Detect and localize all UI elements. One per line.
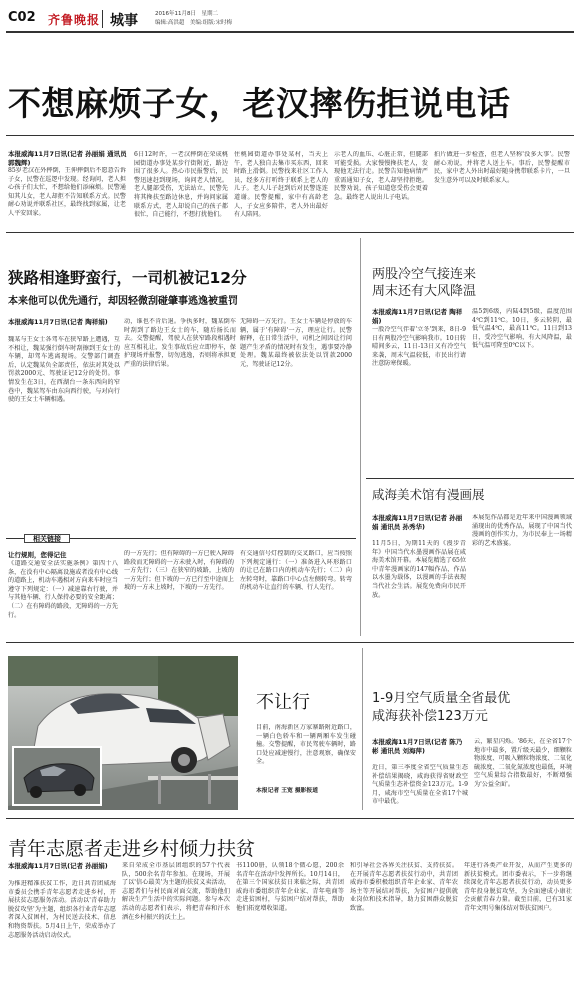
related-col-1: 《道路交通安全法实施条例》第四十八条，在没有中心隔离设施或者没有中心线的道路上，机动车遇相对方向来车时应当遵守下列规定：（一）减速靠右行驶，并与其他车辆、行人保持必要的安全距离；（二）在有障碍的路段，无障碍的一方先行。 xyxy=(8,560,118,619)
page-code: C02 xyxy=(8,10,36,25)
column-divider xyxy=(360,238,361,636)
column-divider-2 xyxy=(362,648,363,810)
article6-col-2: 来自荣成全市基层团组织的57个代表队，500余名青年参加。在现场，开展了以'信心最美'为主题的扶贫义卖活动，志愿者们与村民面对面交流，帮助他们解决生产生活中的实际问题。参与本次活动的志愿者们表示，将把青春和汗水洒在乡村振兴的沃土上。 xyxy=(122,862,230,921)
header-separator xyxy=(102,10,103,28)
lead-col-4: 示老人的血压、心脏正常，但腿部可能受损。大家慢慢搀扶老人，发现他无法行走。民警告知他病情严重需通知子女，老人却坚持拒绝。民警劝说，孩子知道您受伤会更着急。最终老人说出儿子电话。 xyxy=(334,151,428,201)
lead-col-5: 拍片做进一步检查，但老人坚称'没多大事'。民警耐心劝说，并将老人送上车。事后，民警提醒市民，家中老人外出时最好随身携带联系卡片，一旦发生意外可以及时联系家人。 xyxy=(434,151,570,184)
article4-col-2: 本展览作品都是近年来中国漫画领域涌现出的优秀作品，展现了中国当代漫画的创作实力，为市民奉上一场精彩的艺术盛宴。 xyxy=(472,514,572,547)
article2-col-3: 无障碍一方先行。王女士车辆是停放的车辆，属于'有障碍'一方，理应让行。民警解释，在日常生活中，司机之间因让行问题产生矛盾的情况时有发生，遇事要冷静处理。魏某最终被依法处以罚款2000元，驾驶证记12分。 xyxy=(240,318,352,368)
inset-photo xyxy=(12,746,102,806)
related-tag: 相关链接 xyxy=(33,534,61,543)
related-tag-box xyxy=(24,534,70,543)
header-rule xyxy=(6,31,574,33)
article5-headline-2: 咸海获补偿123万元 xyxy=(372,709,488,724)
date-line: 2016年11月8日 星期二 xyxy=(155,11,218,17)
lower-rule xyxy=(6,818,574,819)
lead-col-1: 85岁老汉在外摔倒，王伸摔倒后不愿意告诉子女，民警在巡逻中发现。经询问，老人担心孩子们太忙，不想给他们添麻烦。民警通知其儿女，老人却拒不告知联系方式。民警耐心劝说并联系社区，最终找到家属，让老人平安回家。 xyxy=(8,167,126,217)
photo-story-credit: 本报记者 王宽 摄影报道 xyxy=(256,788,319,794)
article2-subheadline: 本来他可以优先通行，却因轻微刮碰肇事逃逸被重罚 xyxy=(8,296,238,307)
editor-line: 编辑:高洪超 美编:组版:宋时梅 xyxy=(155,20,233,26)
photo-story-headline: 不让行 xyxy=(256,692,310,713)
mid-rule xyxy=(6,642,574,643)
article2-byline: 本报威海11月7日讯(记者 陶祥娟) xyxy=(8,318,108,326)
related-subheadline: 让行规则，您得记住 xyxy=(8,551,67,559)
lead-headline: 不想麻烦子女，老汉摔伤拒说电话 xyxy=(8,84,511,123)
article6-headline: 青年志愿者走进乡村倾力扶贫 xyxy=(8,838,256,860)
article6-col-3: 书1100册，认领18个微心愿，200余名青年在活动中发挥所长。10月14日，在第三个国家扶贫日来临之际，共青团威海市委组织青年企业家、青年电商等走进贫困村，与贫困户结对帮扶，帮助他们拓宽增收渠道。 xyxy=(236,862,344,912)
lead-byline: 本报威海11月7日讯(记者 孙丽娟 通讯员 郭魏辉) xyxy=(8,150,127,167)
article4-col-1: 11月5日，为期11天的《漫步青年》中国当代水墨漫画作品展在咸海美术馆开幕。本展览精选了65位中青年漫画家的147幅作品，作品以水墨为载体，以漫画的手法表现当代社会生活。展览免费向市民开放。 xyxy=(372,540,466,599)
article6-col-4: 和引导社会各界关注扶贫、支持扶贫。在开展青年志愿者扶贫行动中，共青团威海市委积极组织青年企业家、青年农场主等开展结对帮扶，为贫困户提供就业岗位和技术指导，助力贫困群众脱贫致富。 xyxy=(350,862,458,912)
lead-rule xyxy=(6,135,574,136)
photo-story-caption: 目前，南海新区万家寨路附近路口，一辆白色轿车和一辆两厢车发生碰撞。交警提醒，市民驾驶车辆时，路口处应减速慢行，注意观察，确保安全。 xyxy=(256,724,356,766)
lead-bottom-rule xyxy=(6,232,574,233)
newspaper-logo: 齐鲁晚报 xyxy=(48,13,101,27)
section-name: 城事 xyxy=(110,13,138,29)
article6-byline: 本报威海11月7日讯(记者 孙丽娟) xyxy=(8,862,108,870)
article5-byline: 本报威海11月7日讯(记者 陈乃彬 通讯员 刘海萍) xyxy=(372,738,463,755)
article3-byline: 本报威海11月7日讯(记者 陶祥娟) xyxy=(372,308,463,325)
article3-col-1: 一股冷空气伴着'立冬'到来，8日-9日有两股冷空气影响我市。10日转晴间多云，11日-13日又有冷空气来袭，周末气温较低，市民出行请注意防寒保暖。 xyxy=(372,326,466,368)
article2-headline: 狭路相逢野蛮行，一司机被记12分 xyxy=(8,269,247,287)
article2-col-1: 魏某与王女士各驾车在狭窄路上遭遇，互不相让，魏某强行倒车时刮擦到王女士的车辆，却驾车逃离现场。交警部门调查后，认定魏某负全部责任，依法对其处以罚款2000元、驾驶证记12分的处罚。事情发生在3日，在西湖台一条东西向的窄巷中，魏某驾车由东向西行驶，与对向行驶的王女士车辆相遇。 xyxy=(8,336,120,404)
lead-col-2: 6日12时许，一老汉摔倒在荣成桃园街道办事处某步行街附近，路边围了很多人。热心市民报警后，民警迅速赶到现场，询问老人情况。老人腿部受伤，无法站立，民警先将其搀扶至路边休息，并询问家属联系方式，老人却说自己的孩子都很忙，自己能行，不想打扰他们。 xyxy=(134,151,228,219)
article3-headline-1: 两股冷空气接连来 xyxy=(372,267,477,282)
inset-photo-illustration xyxy=(14,748,100,804)
article6-col-5: 年进行各类产业开发，从而产生更多的新扶贫模式。团市委表示，下一步将继续深化青年志愿者扶贫行动，动员更多青年投身脱贫攻坚，为全面建成小康社会贡献青春力量。截至目前，已有31家青年文明号集体结对帮扶贫困户。 xyxy=(464,862,572,912)
article5-col-1: 近日，第三季度全省空气质量生态补偿结果揭晓，咸海获得省财政空气质量生态补偿资金123万元。1-9月，咸海市空气质量在全省17个城市中最优。 xyxy=(372,764,468,806)
article5-headline-1: 1-9月空气质量全省最优 xyxy=(372,691,511,706)
article4-headline: 咸海美术馆有漫画展 xyxy=(372,487,485,502)
article3-headline-2: 周末还有大风降温 xyxy=(372,284,477,299)
lead-col-3: 住桃园街道办事处某村，当天上午，老人独自去集市买东西，回来时路上滑倒。民警找来社区工作人员，经多方打听终于联系上老人的儿子。老人儿子赶到后对民警连连道谢。民警提醒，家中有高龄老人，子女应多陪伴，老人外出最好有人陪同。 xyxy=(234,151,328,219)
related-col-2: 的一方先行；但有障碍的一方已驶入障碍路段而无障碍的一方未驶入时，有障碍的一方先行；（三）在狭窄的坡路，上坡的一方先行；但下坡的一方已行至中途而上坡的一方未上坡时，下坡的一方先行。 xyxy=(124,550,234,592)
related-col-3: 有交通信号灯控制的交叉路口，应当按照下列规定通行：（一）准备进入环形路口的让已在路口内的机动车先行；（二）向左转弯时，靠路口中心点左侧转弯。转弯的机动车让直行的车辆、行人先行。 xyxy=(240,550,352,592)
article3-bottom-rule xyxy=(366,478,574,479)
article3-col-2: 温5到6级，内陆4到5级，温度范围4℃到11℃。10日，多云转阴，最低气温4℃，最高11℃。11日到13日，受冷空气影响，有大风降温，最低气温可降至0℃以下。 xyxy=(472,308,572,350)
article5-col-2: 云，繁星闪烁。'86天，在全省17个地市中最多，置斤级天最少，细颗粒物浓度、可吸入颗粒物浓度、二氧化硫浓度、二氧化氮浓度也最低，环境空气质量综合指数最好，不断增强为'公益全面'。 xyxy=(474,738,572,788)
article2-col-2: 动，谁也不肯后退。争执多时，魏某倒车时刮到了路边王女士的车，随后扬长而去。交警提醒，驾驶人在狭窄路段相遇时应互相礼让，发生事故后应立即停车，保护现场并报警，切勿逃逸，否则将承担更严重的法律后果。 xyxy=(124,318,236,368)
article6-col-1: 为推进精准扶贫工作，近日共青团威海市委员会携手青年志愿者走进乡村，开展扶贫志愿服务活动。活动以'青春助力脱贫攻坚'为主题，组织各行业青年志愿者深入贫困村，为村民送去技术、信息和物资帮扶。5月4日上午，荣成举办了志愿服务活动启动仪式。 xyxy=(8,880,116,939)
article4-byline: 本报威海11月7日讯(记者 孙丽娟 通讯员 孙秀华) xyxy=(372,514,463,531)
